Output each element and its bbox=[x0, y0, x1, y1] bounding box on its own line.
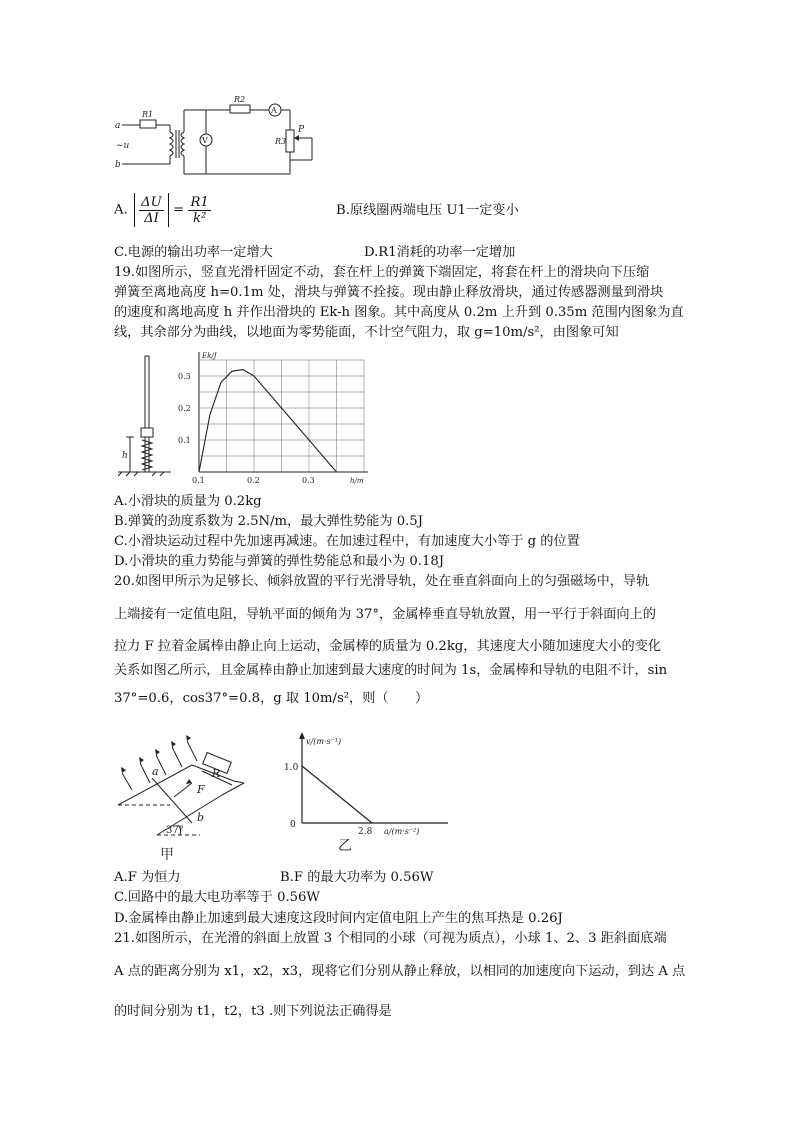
q18-option-b: B.原线圈两端电压 U1一定变小 bbox=[336, 203, 519, 218]
slider-p-label: P bbox=[298, 125, 305, 135]
q21-stem-line-3: 的时间分别为 t1，t2，t3 .则下列说法正确得是 bbox=[114, 1004, 392, 1019]
jia-angle-label: 37° bbox=[166, 825, 184, 836]
q19-stem-line-3: 的速度和离地高度 h 并作出滑块的 Ek-h 图象。其中高度从 0.2m 上升到 0.35m 范围内图象为直 bbox=[114, 305, 684, 320]
q18-option-c: C.电源的输出功率一定增大 bbox=[114, 245, 273, 260]
ek-curve bbox=[199, 370, 337, 472]
q20-stem-line-4: 关系如图乙所示，且金属棒由静止加速到最大速度的时间为 1s，金属棒和导轨的电阻不计，sin bbox=[114, 663, 668, 678]
q19-stem-line-4: 线，其余部分为曲线，以地面为零势能面，不计空气阻力，取 g=10m/s²，由图象可知 bbox=[114, 325, 619, 340]
q19-option-d: D.小滑块的重力势能与弹簧的弹性势能总和最小为 0.18J bbox=[114, 554, 445, 569]
q20-stem-line-5: 37°=0.6，cos37°=0.8，g 取 10m/s²，则（ ） bbox=[114, 691, 429, 706]
origin-label: 0 bbox=[290, 820, 296, 830]
height-h-label: h bbox=[122, 451, 128, 461]
jia-label-a: a bbox=[152, 765, 159, 778]
y-axis-label: Ek/J bbox=[202, 352, 217, 360]
v-a-chart-yi bbox=[280, 730, 460, 855]
k-squared: k² bbox=[192, 210, 207, 226]
q20-stem-line-3: 拉力 F 拉着金属棒由静止向上运动，金属棒的质量为 0.2kg，其速度大小随加速度大小的变化 bbox=[114, 639, 662, 654]
delta-u-over-delta-i bbox=[139, 195, 164, 226]
q20-option-d: D.金属棒由静止加速到最大速度这段时间内定值电阻上产生的焦耳热是 0.26J bbox=[114, 911, 563, 926]
r1-over-k-squared bbox=[188, 195, 210, 226]
ammeter-label: A bbox=[271, 106, 277, 115]
q20-option-b: B.F 的最大功率为 0.56W bbox=[280, 870, 434, 885]
r1-label: R1 bbox=[142, 110, 154, 119]
q20-stem-line-1: 20.如图甲所示为足够长、倾斜放置的平行光滑导轨，处在垂直斜面向上的匀强磁场中，导轨 bbox=[114, 574, 650, 589]
jia-label-f: F bbox=[197, 783, 205, 796]
r3-label: R3 bbox=[275, 137, 287, 146]
source-u-label: ~u bbox=[116, 141, 130, 151]
x-tick-label: 0.1 bbox=[192, 476, 205, 485]
y-axis-label: v/(m·s⁻¹) bbox=[306, 737, 342, 746]
voltmeter-label: V bbox=[202, 136, 208, 145]
y-tick-label: 1.0 bbox=[284, 763, 299, 773]
q19-option-a: A.小滑块的质量为 0.2kg bbox=[114, 494, 262, 509]
q18-option-a-prefix: A. bbox=[114, 202, 128, 218]
q21-stem-line-1: 21.如图所示，在光滑的斜面上放置 3 个相同的小球（可视为质点），小球 1、2、3 距斜面底端 bbox=[114, 931, 667, 946]
jia-label-b: b bbox=[197, 811, 205, 824]
q18-option-a bbox=[114, 193, 211, 227]
delta-u: ΔU bbox=[141, 194, 162, 210]
y-axis-arrow bbox=[299, 732, 305, 739]
q19-stem-line-1: 19.如图所示，竖直光滑杆固定不动，套在杆上的弹簧下端固定，将套在杆上的滑块向下压缩 bbox=[114, 265, 650, 280]
q21-stem-line-2: A 点的距离分别为 x1，x2，x3，现将它们分别从静止释放，以相同的加速度向下运动，到达 A 点 bbox=[114, 964, 686, 979]
r1-numerator: R1 bbox=[190, 194, 209, 210]
rod-spring-slider-figure bbox=[116, 352, 176, 477]
r2-label: R2 bbox=[234, 95, 246, 104]
x-axis-label: h/m bbox=[350, 477, 364, 485]
figure-caption-yi: 乙 bbox=[338, 838, 352, 854]
jia-label-r: R bbox=[212, 767, 221, 780]
inclined-rails-figure-jia bbox=[112, 735, 262, 865]
terminal-b-label: b bbox=[115, 160, 121, 170]
y-tick-label: 0.3 bbox=[178, 372, 191, 381]
q18-option-d: D.R1消耗的功率一定增加 bbox=[364, 245, 516, 260]
q19-option-b: B.弹簧的劲度系数为 2.5N/m，最大弹性势能为 0.5J bbox=[114, 514, 423, 529]
q20-stem-line-2: 上端接有一定值电阻，导轨平面的倾角为 37°，金属棒垂直导轨放置，用一平行于斜面向上的 bbox=[114, 607, 656, 622]
y-tick-label: 0.1 bbox=[178, 436, 191, 445]
v-a-line bbox=[302, 766, 372, 823]
q19-option-c: C.小滑块运动过程中先加速再减速。在加速过程中，有加速度大小等于 g 的位置 bbox=[114, 534, 580, 549]
y-tick-label: 0.2 bbox=[178, 404, 191, 413]
x-tick-label: 0.3 bbox=[302, 476, 315, 485]
abs-bar-right bbox=[168, 193, 169, 227]
x-tick-label: 0.2 bbox=[247, 476, 260, 485]
figure-caption-jia: 甲 bbox=[160, 847, 174, 863]
x-tick-label: 2.8 bbox=[358, 827, 373, 837]
transformer-circuit-figure bbox=[112, 92, 332, 182]
abs-bar-left bbox=[134, 193, 135, 227]
q20-option-a: A.F 为恒力 bbox=[114, 870, 181, 885]
terminal-a-label: a bbox=[115, 121, 121, 131]
q20-option-c: C.回路中的最大电功率等于 0.56W bbox=[114, 890, 320, 905]
ek-h-chart bbox=[172, 350, 372, 488]
equals-sign: = bbox=[173, 202, 185, 218]
x-axis-label: a/(m·s⁻²) bbox=[384, 827, 420, 836]
delta-i: ΔI bbox=[144, 210, 159, 226]
q19-stem-line-2: 弹簧至离地高度 h=0.1m 处，滑块与弹簧不拴接。现由静止释放滑块，通过传感器测量到滑块 bbox=[114, 285, 664, 300]
